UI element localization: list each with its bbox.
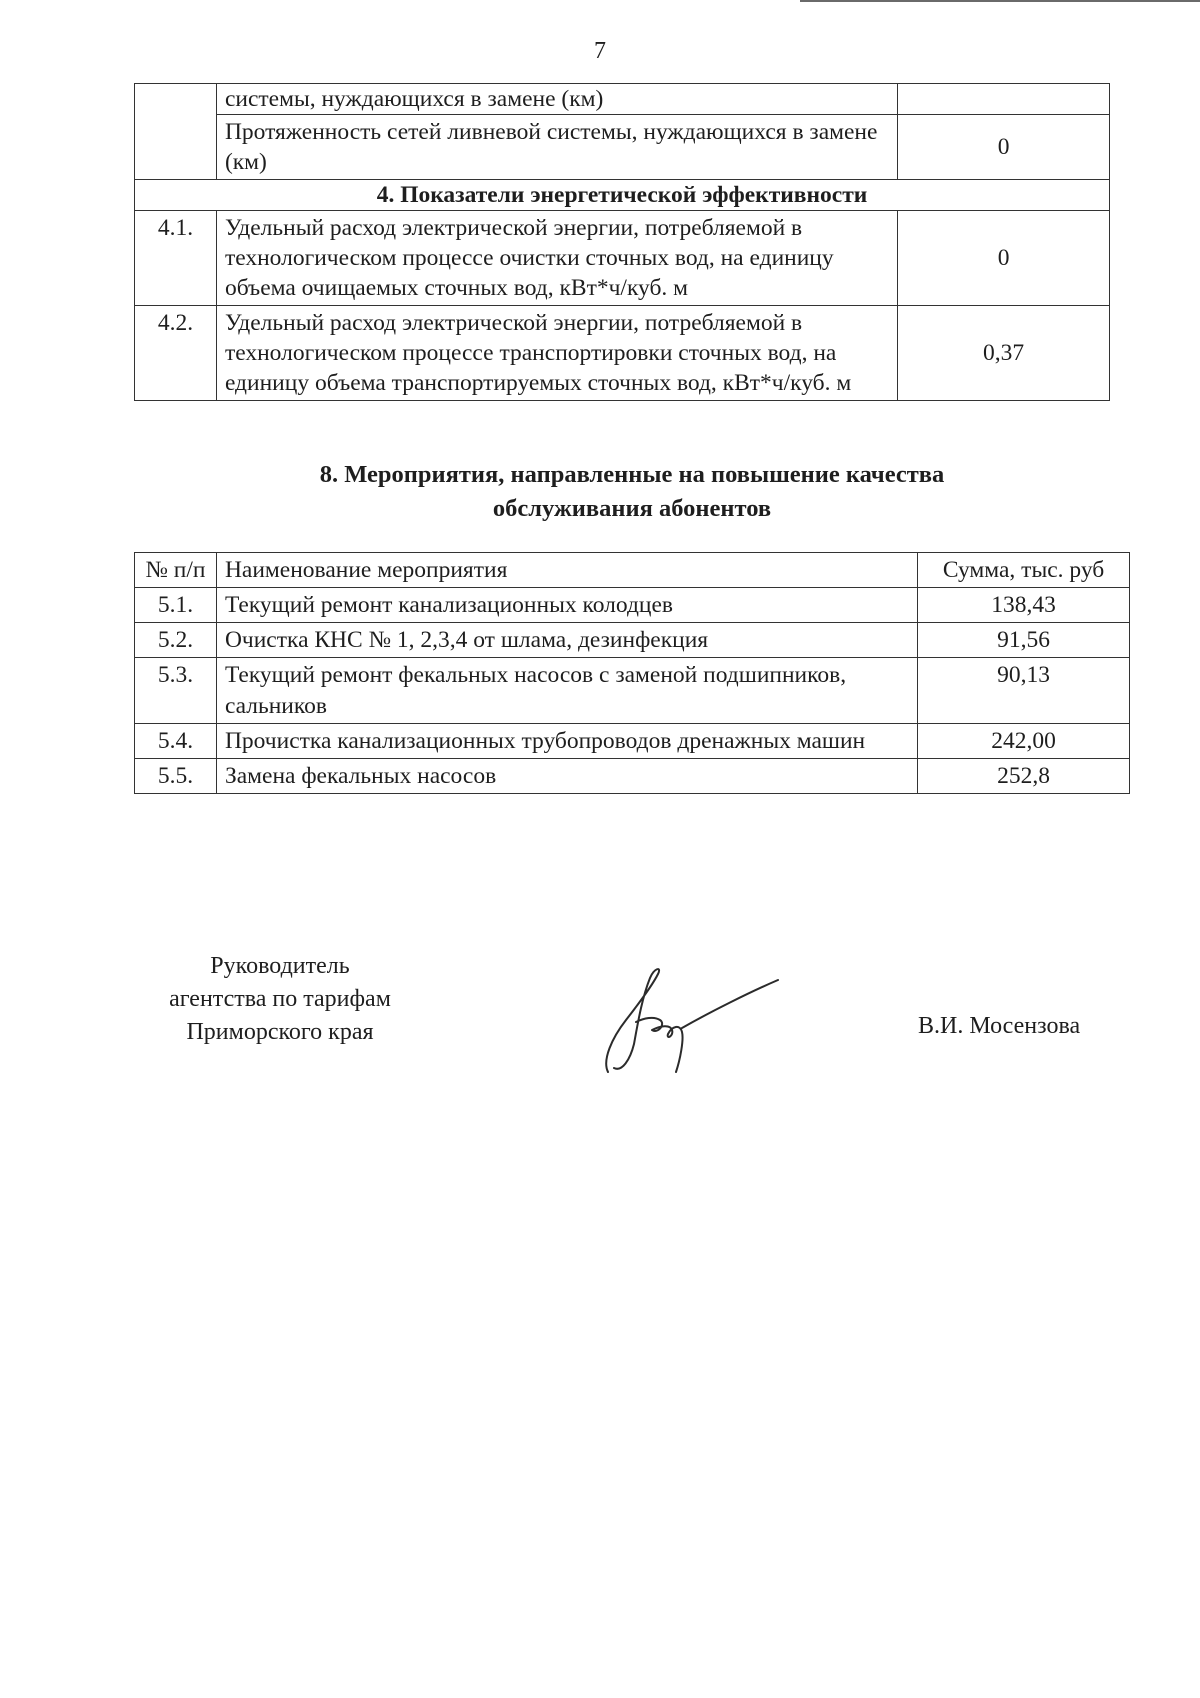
indicators-table — [134, 83, 1110, 401]
top-border-line — [800, 0, 1200, 2]
section-header-row — [135, 180, 1110, 211]
row-value: 0 — [898, 211, 1110, 306]
header-number: № п/п — [135, 553, 217, 588]
row-name: Текущий ремонт фекальных насосов с заменой подшипников, сальников — [216, 658, 917, 724]
continued-text-cell: системы, нуждающихся в замене (км) — [216, 84, 897, 115]
table-row — [135, 115, 1110, 180]
table-header-row — [135, 553, 1130, 588]
signer-title-line: Руководитель — [210, 953, 350, 979]
table-row — [135, 623, 1130, 658]
signer-title-line: агентства по тарифам — [169, 986, 391, 1012]
signer-name: В.И. Мосензова — [918, 1013, 1081, 1039]
row-sum: 138,43 — [918, 588, 1130, 623]
row-number: 5.4. — [135, 724, 217, 759]
signer-title — [140, 950, 420, 1049]
header-name: Наименование мероприятия — [216, 553, 917, 588]
row-number: 5.1. — [135, 588, 217, 623]
header-sum: Сумма, тыс. руб — [918, 553, 1130, 588]
row-name: Удельный расход электрической энергии, потребляемой в технологическом процессе транспортировки сточных вод, на единицу объема транспортируемых сточных вод, кВт*ч/куб. м — [216, 306, 897, 401]
row-name: Замена фекальных насосов — [216, 759, 917, 794]
row-sum: 252,8 — [918, 759, 1130, 794]
table-row — [135, 724, 1130, 759]
table-cell-empty — [898, 84, 1110, 115]
signer-title-line: Приморского края — [186, 1019, 374, 1045]
row-name: Текущий ремонт канализационных колодцев — [216, 588, 917, 623]
row-sum: 90,13 — [918, 658, 1130, 724]
storm-network-value: 0 — [898, 115, 1110, 180]
row-number: 5.3. — [135, 658, 217, 724]
row-number: 5.2. — [135, 623, 217, 658]
handwritten-signature — [600, 960, 800, 1080]
section-title-line: 8. Мероприятия, направленные на повышение качества — [319, 461, 945, 488]
row-sum: 91,56 — [918, 623, 1130, 658]
table-cell-empty — [135, 84, 217, 180]
table-row — [135, 84, 1110, 115]
section-title-line: обслуживания абонентов — [492, 495, 772, 522]
table-row — [135, 306, 1110, 401]
row-name: Удельный расход электрической энергии, потребляемой в технологическом процессе очистки сточных вод, на единицу объема очищаемых сточных вод, кВт*ч/куб. м — [216, 211, 897, 306]
table-row — [135, 658, 1130, 724]
row-value: 0,37 — [898, 306, 1110, 401]
table-row — [135, 211, 1110, 306]
row-number: 5.5. — [135, 759, 217, 794]
table-row — [135, 759, 1130, 794]
section-title — [0, 458, 1200, 526]
table-row — [135, 588, 1130, 623]
measures-table — [134, 552, 1130, 794]
row-name: Прочистка канализационных трубопроводов дренажных машин — [216, 724, 917, 759]
row-sum: 242,00 — [918, 724, 1130, 759]
row-name: Очистка КНС № 1, 2,3,4 от шлама, дезинфекция — [216, 623, 917, 658]
section-header: 4. Показатели энергетической эффективности — [135, 180, 1110, 211]
storm-network-name: Протяженность сетей ливневой системы, нуждающихся в замене (км) — [216, 115, 897, 180]
row-number: 4.1. — [135, 211, 217, 306]
row-number: 4.2. — [135, 306, 217, 401]
page-number: 7 — [594, 38, 606, 64]
